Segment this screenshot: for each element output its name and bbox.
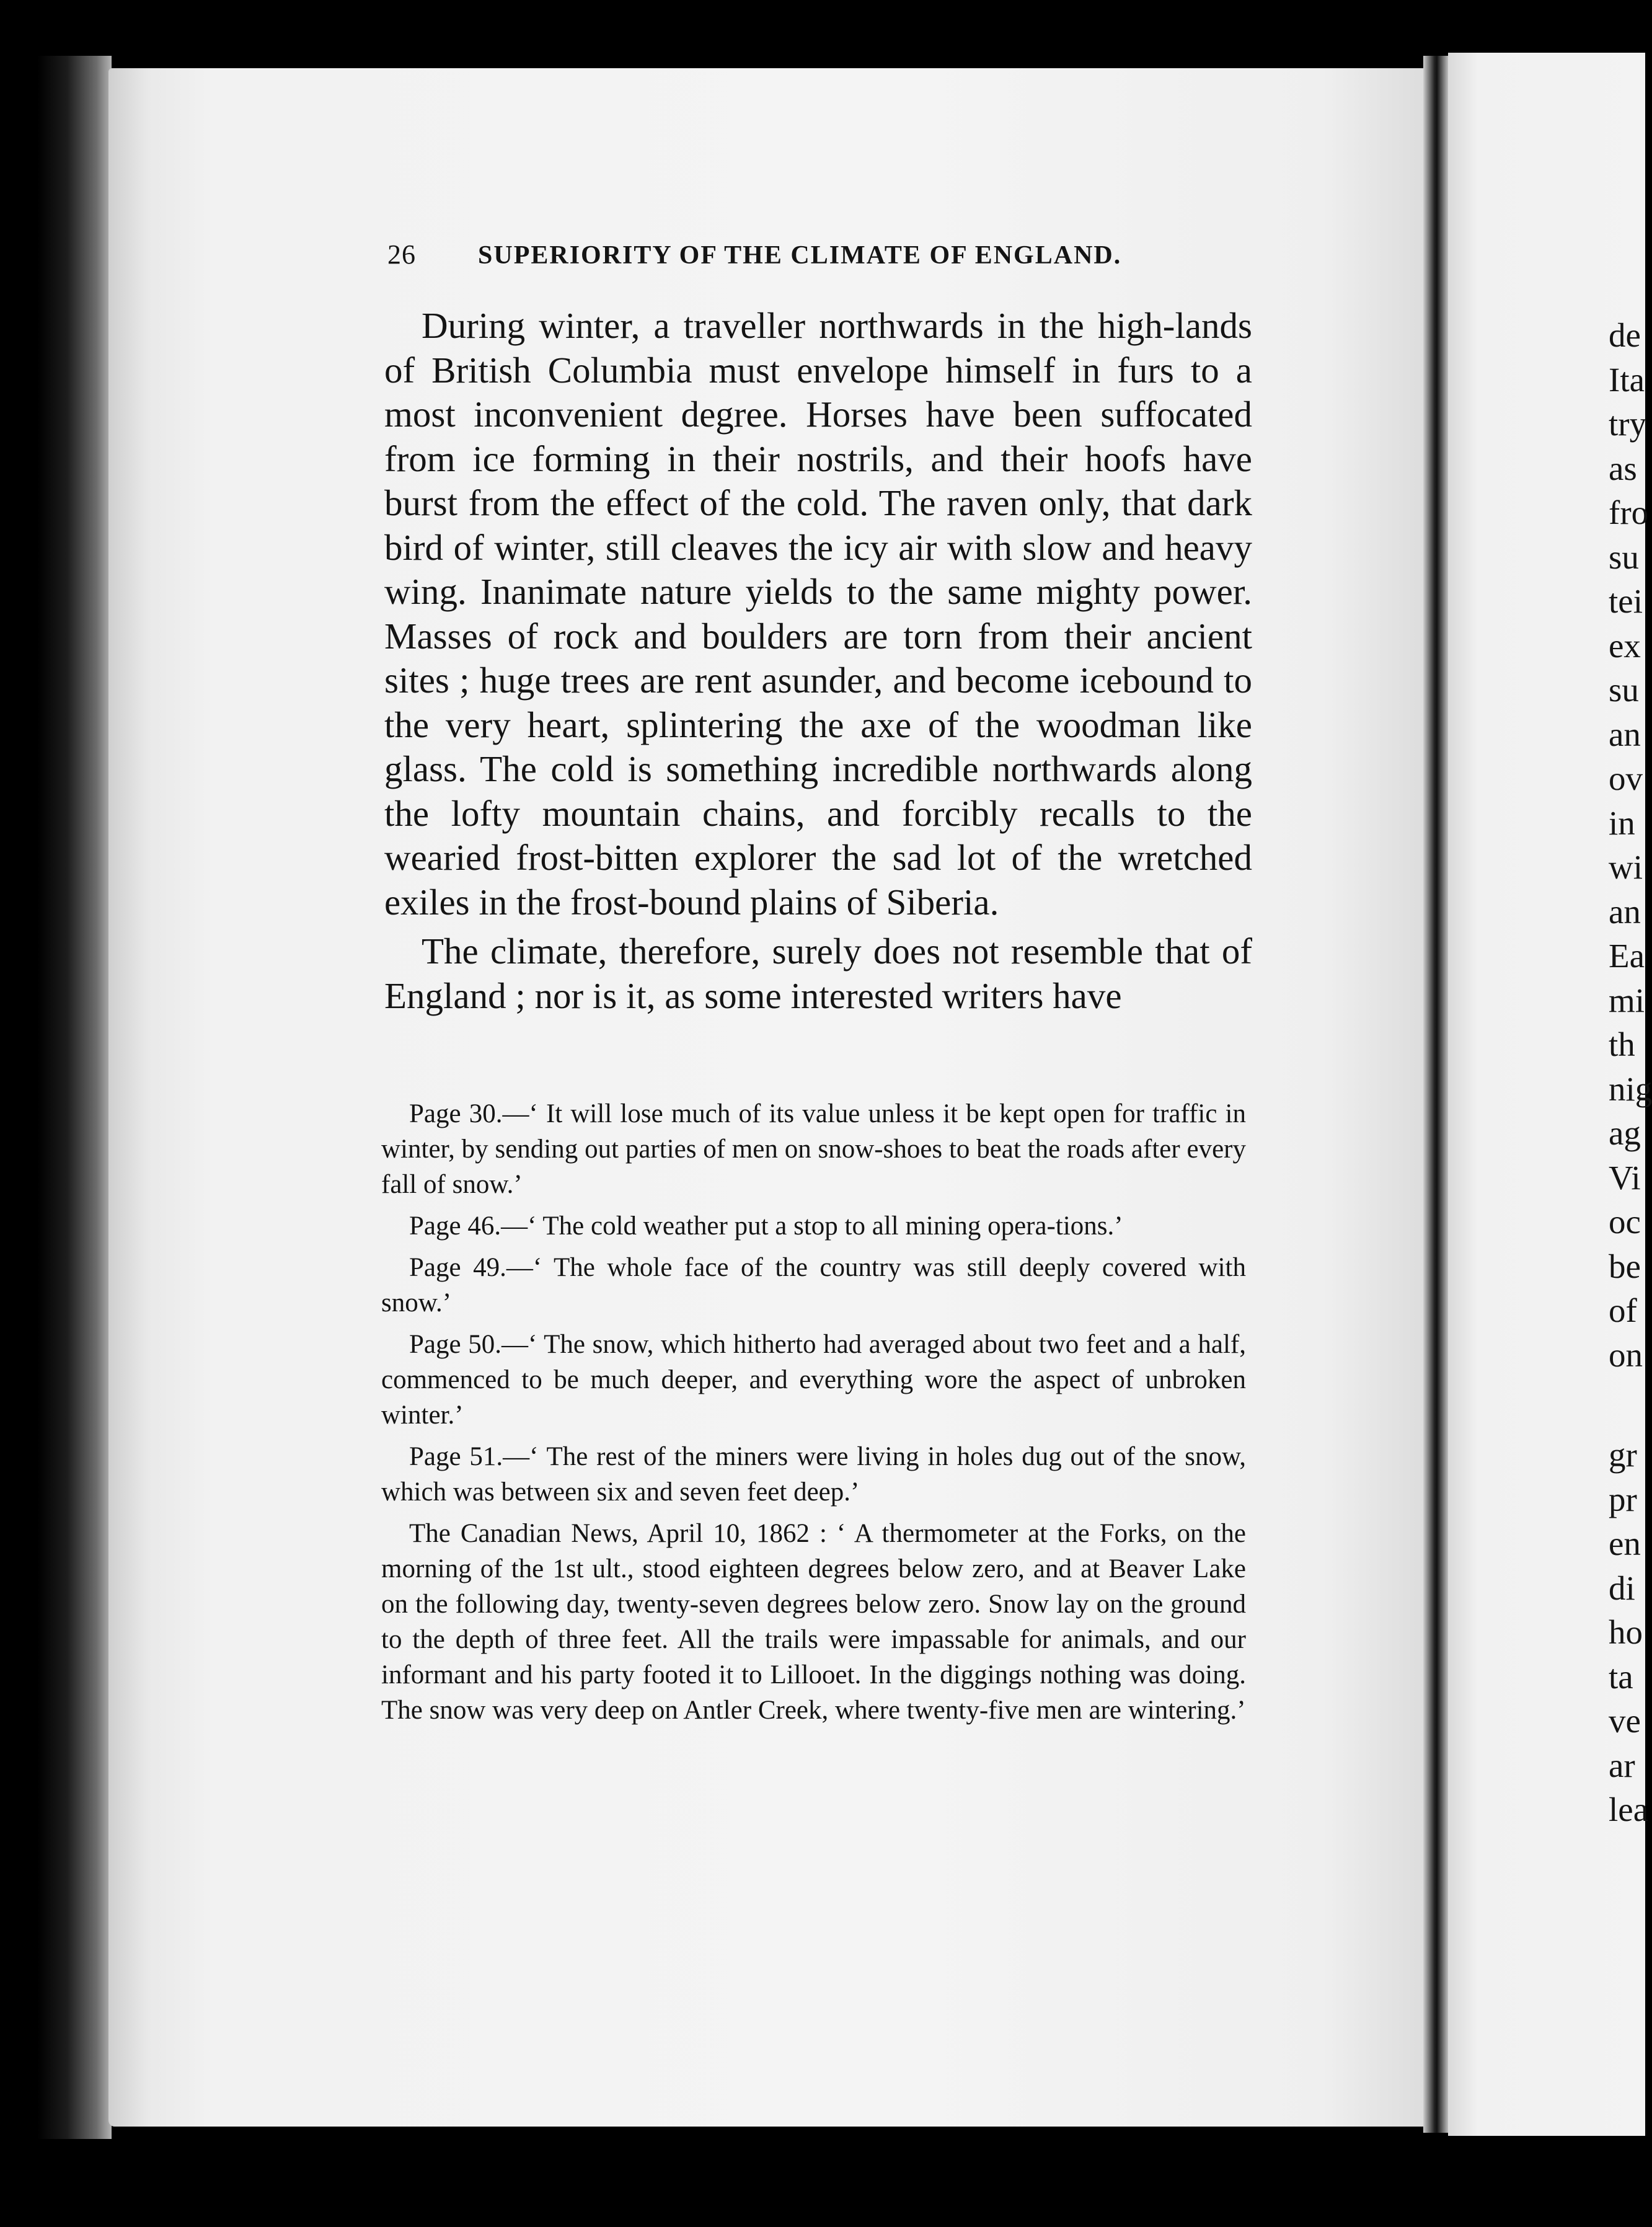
- right-page-fragment: su: [1609, 671, 1639, 709]
- right-page-fragment: th: [1609, 1025, 1635, 1063]
- right-page-fragment: su: [1609, 538, 1639, 576]
- right-page-fragment: ov: [1609, 759, 1643, 797]
- footnote: The Canadian News, April 10, 1862 : ‘ A thermometer at the Forks, on the morning of the 1st ult., stood eighteen degrees below zero, and at Beaver Lake on the following day, twenty-seven degrees below zero. Snow lay on the ground to the depth of three feet. All the trails were impassable for animals, and our informant and his party footed it to Lillooet. In the diggings nothing was doing. The snow was very deep on Antler Creek, where twenty-five men are wintering.’: [381, 1519, 1246, 1725]
- right-page-gap: [1609, 1377, 1646, 1433]
- body-text: [384, 304, 1252, 1018]
- right-page-fragment: di: [1609, 1569, 1635, 1607]
- right-page-fragment: wi: [1609, 848, 1643, 886]
- page-number: 26: [387, 239, 416, 270]
- footnote: Page 46.—‘ The cold weather put a stop to all mining opera-tions.’: [409, 1211, 1123, 1241]
- right-page-fragment: try: [1609, 405, 1647, 443]
- right-page-fragment: fro: [1609, 494, 1649, 531]
- right-page-fragment: as: [1609, 449, 1637, 487]
- right-page-fragment: mi: [1609, 981, 1645, 1019]
- right-page-fragment: Vi: [1609, 1158, 1641, 1197]
- right-page-fragment: ho: [1609, 1613, 1643, 1651]
- footnote: Page 51.—‘ The rest of the miners were living in holes dug out of the snow, which was between six and seven feet deep.’: [381, 1442, 1246, 1507]
- right-page-fragment: ar: [1609, 1746, 1635, 1784]
- right-page-text-fragments: [1609, 313, 1652, 1832]
- right-page-fragment: in: [1609, 804, 1635, 842]
- right-page-fragment: ex: [1609, 626, 1641, 665]
- right-page-fragment: pr: [1609, 1480, 1637, 1518]
- right-page-fragment: nig: [1609, 1069, 1652, 1108]
- footnote: Page 49.—‘ The whole face of the country was still deeply covered with snow.’: [381, 1253, 1246, 1317]
- running-title: SUPERIORITY OF THE CLIMATE OF ENGLAND.: [478, 241, 1122, 270]
- right-page-fragment: ag: [1609, 1114, 1641, 1152]
- right-page-fragment: of: [1609, 1291, 1637, 1329]
- right-page-fragment: be: [1609, 1247, 1641, 1285]
- right-page-fragment: oc: [1609, 1203, 1641, 1241]
- right-page-fragment: an: [1609, 892, 1641, 931]
- right-page-fragment: ta: [1609, 1657, 1633, 1696]
- body-paragraph: The climate, therefore, surely does not resemble that of England ; nor is it, as some interested writers have: [384, 931, 1252, 1016]
- book-gutter: [1423, 56, 1448, 2133]
- right-page-fragment: Ea: [1609, 937, 1645, 975]
- right-page-fragment: Ita: [1609, 360, 1645, 399]
- right-page-fragment: on: [1609, 1335, 1643, 1374]
- right-page-fragment: an: [1609, 715, 1641, 753]
- footnote: Page 30.—‘ It will lose much of its value unless it be kept open for traffic in winter, by sending out parties of men on snow-shoes to beat the roads after every fall of snow.’: [381, 1099, 1246, 1199]
- right-page-fragment: de: [1609, 316, 1641, 354]
- footnote: Page 50.—‘ The snow, which hitherto had averaged about two feet and a half, commenced to be much deeper, and everything wore the aspect of unbroken winter.’: [381, 1330, 1246, 1430]
- right-page-fragment: lea: [1609, 1791, 1649, 1828]
- footnotes: [381, 1096, 1246, 1734]
- right-page-fragment: ve: [1609, 1702, 1641, 1740]
- right-page-fragment: tei: [1609, 582, 1643, 620]
- right-page-fragment: en: [1609, 1525, 1641, 1562]
- right-page-fragment: gr: [1609, 1436, 1637, 1474]
- book-edge-shadow: [37, 56, 112, 2139]
- running-head: [387, 239, 1181, 270]
- body-paragraph: During winter, a traveller northwards in the high-lands of British Columbia must envelope himself in furs to a most inconvenient degree. Horses have been suffocated from ice forming in their nostrils, and their hoofs have burst from the effect of the cold. The raven only, that dark bird of winter, still cleaves the icy air with slow and heavy wing. Inanimate nature yields to the same mighty power. Masses of rock and boulders are torn from their ancient sites ; huge trees are rent asunder, and become icebound to the very heart, splintering the axe of the woodman like glass. The cold is something incredible northwards along the lofty mountain chains, and forcibly recalls to the wearied frost-bitten explorer the sad lot of the wretched exiles in the frost-bound plains of Siberia.: [384, 305, 1252, 923]
